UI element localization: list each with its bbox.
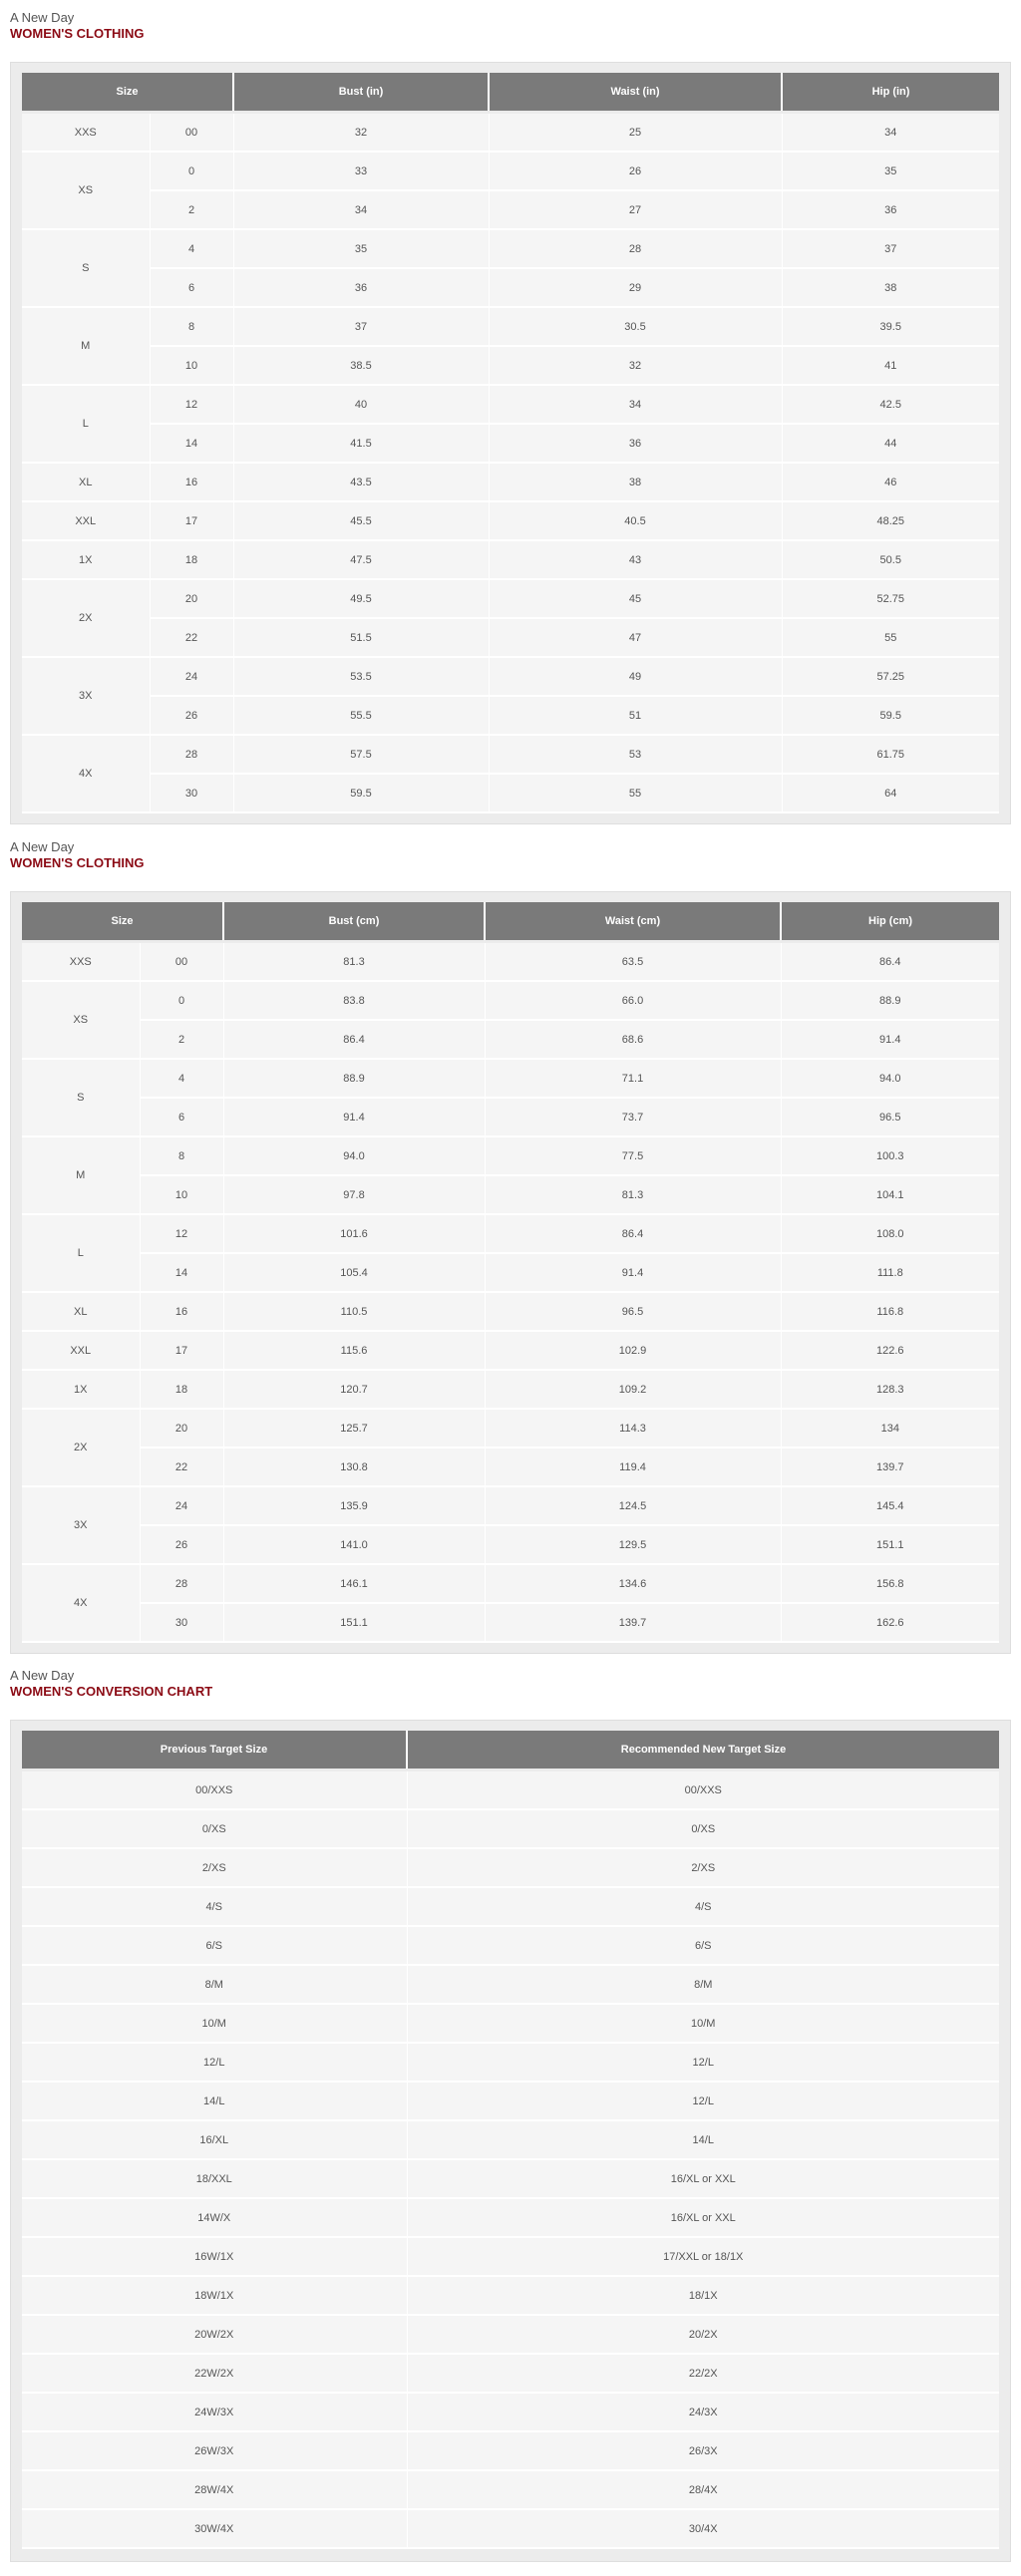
table-row [22,735,999,774]
waist-cell: 73.7 [485,1098,781,1136]
table-row [22,1564,999,1603]
bust-cell: 125.7 [223,1409,485,1448]
size-number-cell: 2 [140,1020,223,1059]
waist-cell: 119.4 [485,1448,781,1486]
hip-cell: 50.5 [782,540,999,579]
recommended-size-cell: 20/2X [407,2315,999,2354]
previous-size-cell: 4/S [22,1887,407,1926]
recommended-size-cell: 10/M [407,2004,999,2043]
size-number-cell: 28 [140,1564,223,1603]
size-number-cell: 22 [150,618,233,657]
size-label-cell: 4X [22,1564,140,1642]
header-bust: Bust (cm) [223,902,485,942]
hip-cell: 100.3 [781,1136,999,1175]
size-number-cell: 0 [140,981,223,1020]
size-label-cell: XXL [22,1331,140,1370]
table-row [22,2159,999,2198]
bust-cell: 45.5 [233,501,489,540]
table-row [22,190,999,229]
previous-size-cell: 16/XL [22,2120,407,2159]
hip-cell: 34 [782,113,999,153]
size-number-cell: 10 [140,1175,223,1214]
table-row [22,981,999,1020]
size-number-cell: 0 [150,152,233,190]
recommended-size-cell: 16/XL or XXL [407,2159,999,2198]
waist-cell: 63.5 [485,942,781,982]
previous-size-cell: 12/L [22,2043,407,2082]
size-number-cell: 17 [140,1331,223,1370]
hip-cell: 46 [782,463,999,501]
previous-size-cell: 20W/2X [22,2315,407,2354]
previous-size-cell: 22W/2X [22,2354,407,2393]
hip-cell: 38 [782,268,999,307]
waist-cell: 86.4 [485,1214,781,1253]
previous-size-cell: 2/XS [22,1848,407,1887]
conversion-chart-table [22,1731,999,2549]
size-label-cell: 3X [22,1486,140,1564]
size-number-cell: 2 [150,190,233,229]
bust-cell: 94.0 [223,1136,485,1175]
waist-cell: 49 [489,657,782,696]
bust-cell: 37 [233,307,489,346]
waist-cell: 96.5 [485,1292,781,1331]
recommended-size-cell: 28/4X [407,2470,999,2509]
header-recommended-size: Recommended New Target Size [407,1731,999,1771]
waist-cell: 30.5 [489,307,782,346]
header-hip: Hip (in) [782,73,999,113]
hip-cell: 139.7 [781,1448,999,1486]
size-number-cell: 17 [150,501,233,540]
recommended-size-cell: 18/1X [407,2276,999,2315]
bust-cell: 88.9 [223,1059,485,1098]
table-row [22,657,999,696]
hip-cell: 88.9 [781,981,999,1020]
table-row [22,1965,999,2004]
hip-cell: 145.4 [781,1486,999,1525]
bust-cell: 105.4 [223,1253,485,1292]
table-header-row [22,73,999,113]
size-number-cell: 20 [140,1409,223,1448]
size-number-cell: 24 [140,1486,223,1525]
bust-cell: 43.5 [233,463,489,501]
waist-cell: 47 [489,618,782,657]
hip-cell: 111.8 [781,1253,999,1292]
table-row [22,2276,999,2315]
previous-size-cell: 18W/1X [22,2276,407,2315]
table-row [22,1848,999,1887]
recommended-size-cell: 24/3X [407,2393,999,2431]
hip-cell: 61.75 [782,735,999,774]
table-row [22,346,999,385]
header-waist: Waist (in) [489,73,782,113]
size-label-cell: 1X [22,1370,140,1409]
waist-cell: 68.6 [485,1020,781,1059]
bust-cell: 101.6 [223,1214,485,1253]
previous-size-cell: 6/S [22,1926,407,1965]
table-header-row [22,902,999,942]
waist-cell: 102.9 [485,1331,781,1370]
size-number-cell: 12 [140,1214,223,1253]
table-row [22,1253,999,1292]
hip-cell: 41 [782,346,999,385]
brand-name: A New Day [10,1668,75,1683]
table-row [22,774,999,812]
size-chart-inches-table [22,73,999,813]
recommended-size-cell: 00/XXS [407,1771,999,1810]
size-label-cell: XS [22,152,150,229]
hip-cell: 96.5 [781,1098,999,1136]
table-row [22,1448,999,1486]
waist-cell: 51 [489,696,782,735]
table-row [22,2315,999,2354]
table-row [22,113,999,153]
bust-cell: 33 [233,152,489,190]
previous-size-cell: 16W/1X [22,2237,407,2276]
size-number-cell: 14 [140,1253,223,1292]
table-row [22,385,999,424]
header-previous-size: Previous Target Size [22,1731,407,1771]
size-label-cell: XXS [22,113,150,153]
previous-size-cell: 30W/4X [22,2509,407,2548]
table-row [22,2082,999,2120]
size-chart-cm-table [22,902,999,1643]
recommended-size-cell: 0/XS [407,1809,999,1848]
table-row [22,1136,999,1175]
table-row [22,2354,999,2393]
bust-cell: 34 [233,190,489,229]
bust-cell: 40 [233,385,489,424]
brand-name: A New Day [10,10,75,25]
bust-cell: 55.5 [233,696,489,735]
hip-cell: 52.75 [782,579,999,618]
bust-cell: 91.4 [223,1098,485,1136]
table-row [22,2198,999,2237]
bust-cell: 36 [233,268,489,307]
size-number-cell: 00 [140,942,223,982]
hip-cell: 35 [782,152,999,190]
table-row [22,1331,999,1370]
waist-cell: 109.2 [485,1370,781,1409]
waist-cell: 66.0 [485,981,781,1020]
size-number-cell: 30 [150,774,233,812]
recommended-size-cell: 14/L [407,2120,999,2159]
size-label-cell: XXS [22,942,140,982]
hip-cell: 104.1 [781,1175,999,1214]
table-row [22,1059,999,1098]
table-row [22,2120,999,2159]
size-number-cell: 14 [150,424,233,463]
previous-size-cell: 28W/4X [22,2470,407,2509]
waist-cell: 28 [489,229,782,268]
waist-cell: 55 [489,774,782,812]
section-heading: WOMEN'S CLOTHING [10,855,145,870]
waist-cell: 53 [489,735,782,774]
size-label-cell: XL [22,463,150,501]
size-label-cell: 2X [22,1409,140,1486]
bust-cell: 130.8 [223,1448,485,1486]
hip-cell: 55 [782,618,999,657]
table-row [22,1887,999,1926]
recommended-size-cell: 26/3X [407,2431,999,2470]
waist-cell: 38 [489,463,782,501]
table-row [22,1098,999,1136]
table-row [22,579,999,618]
previous-size-cell: 14/L [22,2082,407,2120]
table-row [22,696,999,735]
bust-cell: 81.3 [223,942,485,982]
hip-cell: 94.0 [781,1059,999,1098]
size-number-cell: 16 [140,1292,223,1331]
bust-cell: 110.5 [223,1292,485,1331]
waist-cell: 139.7 [485,1603,781,1642]
size-number-cell: 20 [150,579,233,618]
table-row [22,424,999,463]
hip-cell: 64 [782,774,999,812]
size-label-cell: XXL [22,501,150,540]
waist-cell: 34 [489,385,782,424]
size-label-cell: 3X [22,657,150,735]
table-row [22,2393,999,2431]
table-row [22,1292,999,1331]
table-row [22,307,999,346]
hip-cell: 151.1 [781,1525,999,1564]
bust-cell: 83.8 [223,981,485,1020]
table-row [22,1175,999,1214]
waist-cell: 134.6 [485,1564,781,1603]
size-chart-cm-panel [10,891,1011,1654]
conversion-chart-panel [10,1720,1011,2562]
bust-cell: 115.6 [223,1331,485,1370]
table-row [22,1486,999,1525]
waist-cell: 26 [489,152,782,190]
waist-cell: 77.5 [485,1136,781,1175]
previous-size-cell: 10/M [22,2004,407,2043]
recommended-size-cell: 8/M [407,1965,999,2004]
brand-name: A New Day [10,839,75,854]
recommended-size-cell: 16/XL or XXL [407,2198,999,2237]
waist-cell: 71.1 [485,1059,781,1098]
size-number-cell: 30 [140,1603,223,1642]
size-label-cell: 2X [22,579,150,657]
waist-cell: 114.3 [485,1409,781,1448]
bust-cell: 38.5 [233,346,489,385]
recommended-size-cell: 22/2X [407,2354,999,2393]
hip-cell: 39.5 [782,307,999,346]
hip-cell: 122.6 [781,1331,999,1370]
header-size: Size [22,73,233,113]
recommended-size-cell: 12/L [407,2043,999,2082]
previous-size-cell: 24W/3X [22,2393,407,2431]
waist-cell: 45 [489,579,782,618]
recommended-size-cell: 17/XXL or 18/1X [407,2237,999,2276]
table-row [22,618,999,657]
hip-cell: 44 [782,424,999,463]
previous-size-cell: 8/M [22,1965,407,2004]
waist-cell: 36 [489,424,782,463]
size-label-cell: S [22,1059,140,1136]
table-row [22,942,999,982]
table-row [22,1409,999,1448]
bust-cell: 135.9 [223,1486,485,1525]
size-number-cell: 24 [150,657,233,696]
bust-cell: 86.4 [223,1020,485,1059]
table-row [22,2509,999,2548]
table-row [22,2431,999,2470]
size-label-cell: M [22,307,150,385]
table-row [22,1214,999,1253]
previous-size-cell: 26W/3X [22,2431,407,2470]
size-label-cell: S [22,229,150,307]
header-size: Size [22,902,223,942]
table-row [22,2470,999,2509]
size-number-cell: 26 [150,696,233,735]
bust-cell: 97.8 [223,1175,485,1214]
hip-cell: 86.4 [781,942,999,982]
size-number-cell: 12 [150,385,233,424]
waist-cell: 124.5 [485,1486,781,1525]
table-row [22,152,999,190]
recommended-size-cell: 2/XS [407,1848,999,1887]
bust-cell: 53.5 [233,657,489,696]
section-heading: WOMEN'S CLOTHING [10,26,145,41]
bust-cell: 35 [233,229,489,268]
size-number-cell: 6 [140,1098,223,1136]
waist-cell: 129.5 [485,1525,781,1564]
table-row [22,229,999,268]
table-row [22,501,999,540]
table-row [22,463,999,501]
recommended-size-cell: 12/L [407,2082,999,2120]
size-number-cell: 6 [150,268,233,307]
waist-cell: 43 [489,540,782,579]
section-heading: WOMEN'S CONVERSION CHART [10,1684,213,1699]
size-number-cell: 8 [140,1136,223,1175]
size-number-cell: 28 [150,735,233,774]
table-row [22,1525,999,1564]
previous-size-cell: 14W/X [22,2198,407,2237]
bust-cell: 141.0 [223,1525,485,1564]
bust-cell: 49.5 [233,579,489,618]
waist-cell: 81.3 [485,1175,781,1214]
bust-cell: 47.5 [233,540,489,579]
waist-cell: 29 [489,268,782,307]
size-number-cell: 10 [150,346,233,385]
bust-cell: 41.5 [233,424,489,463]
hip-cell: 48.25 [782,501,999,540]
bust-cell: 146.1 [223,1564,485,1603]
bust-cell: 59.5 [233,774,489,812]
size-chart-inches-panel [10,62,1011,824]
size-label-cell: XL [22,1292,140,1331]
hip-cell: 42.5 [782,385,999,424]
previous-size-cell: 0/XS [22,1809,407,1848]
bust-cell: 32 [233,113,489,153]
table-row [22,268,999,307]
header-bust: Bust (in) [233,73,489,113]
table-row [22,2004,999,2043]
hip-cell: 57.25 [782,657,999,696]
recommended-size-cell: 6/S [407,1926,999,1965]
size-number-cell: 18 [150,540,233,579]
hip-cell: 36 [782,190,999,229]
size-number-cell: 8 [150,307,233,346]
hip-cell: 134 [781,1409,999,1448]
table-row [22,1020,999,1059]
size-label-cell: 1X [22,540,150,579]
table-row [22,1809,999,1848]
size-number-cell: 4 [140,1059,223,1098]
size-label-cell: L [22,385,150,463]
hip-cell: 91.4 [781,1020,999,1059]
table-row [22,1603,999,1642]
size-number-cell: 18 [140,1370,223,1409]
table-header-row [22,1731,999,1771]
waist-cell: 40.5 [489,501,782,540]
hip-cell: 116.8 [781,1292,999,1331]
size-number-cell: 00 [150,113,233,153]
table-row [22,2043,999,2082]
previous-size-cell: 18/XXL [22,2159,407,2198]
waist-cell: 32 [489,346,782,385]
size-number-cell: 26 [140,1525,223,1564]
size-label-cell: 4X [22,735,150,812]
bust-cell: 57.5 [233,735,489,774]
size-label-cell: M [22,1136,140,1214]
waist-cell: 27 [489,190,782,229]
recommended-size-cell: 30/4X [407,2509,999,2548]
size-number-cell: 22 [140,1448,223,1486]
table-row [22,1370,999,1409]
header-waist: Waist (cm) [485,902,781,942]
recommended-size-cell: 4/S [407,1887,999,1926]
waist-cell: 91.4 [485,1253,781,1292]
table-row [22,1926,999,1965]
hip-cell: 156.8 [781,1564,999,1603]
size-number-cell: 4 [150,229,233,268]
hip-cell: 162.6 [781,1603,999,1642]
bust-cell: 120.7 [223,1370,485,1409]
table-row [22,540,999,579]
hip-cell: 128.3 [781,1370,999,1409]
table-row [22,2237,999,2276]
bust-cell: 151.1 [223,1603,485,1642]
size-number-cell: 16 [150,463,233,501]
previous-size-cell: 00/XXS [22,1771,407,1810]
hip-cell: 59.5 [782,696,999,735]
size-label-cell: XS [22,981,140,1059]
hip-cell: 108.0 [781,1214,999,1253]
waist-cell: 25 [489,113,782,153]
header-hip: Hip (cm) [781,902,999,942]
size-label-cell: L [22,1214,140,1292]
hip-cell: 37 [782,229,999,268]
bust-cell: 51.5 [233,618,489,657]
table-row [22,1771,999,1810]
